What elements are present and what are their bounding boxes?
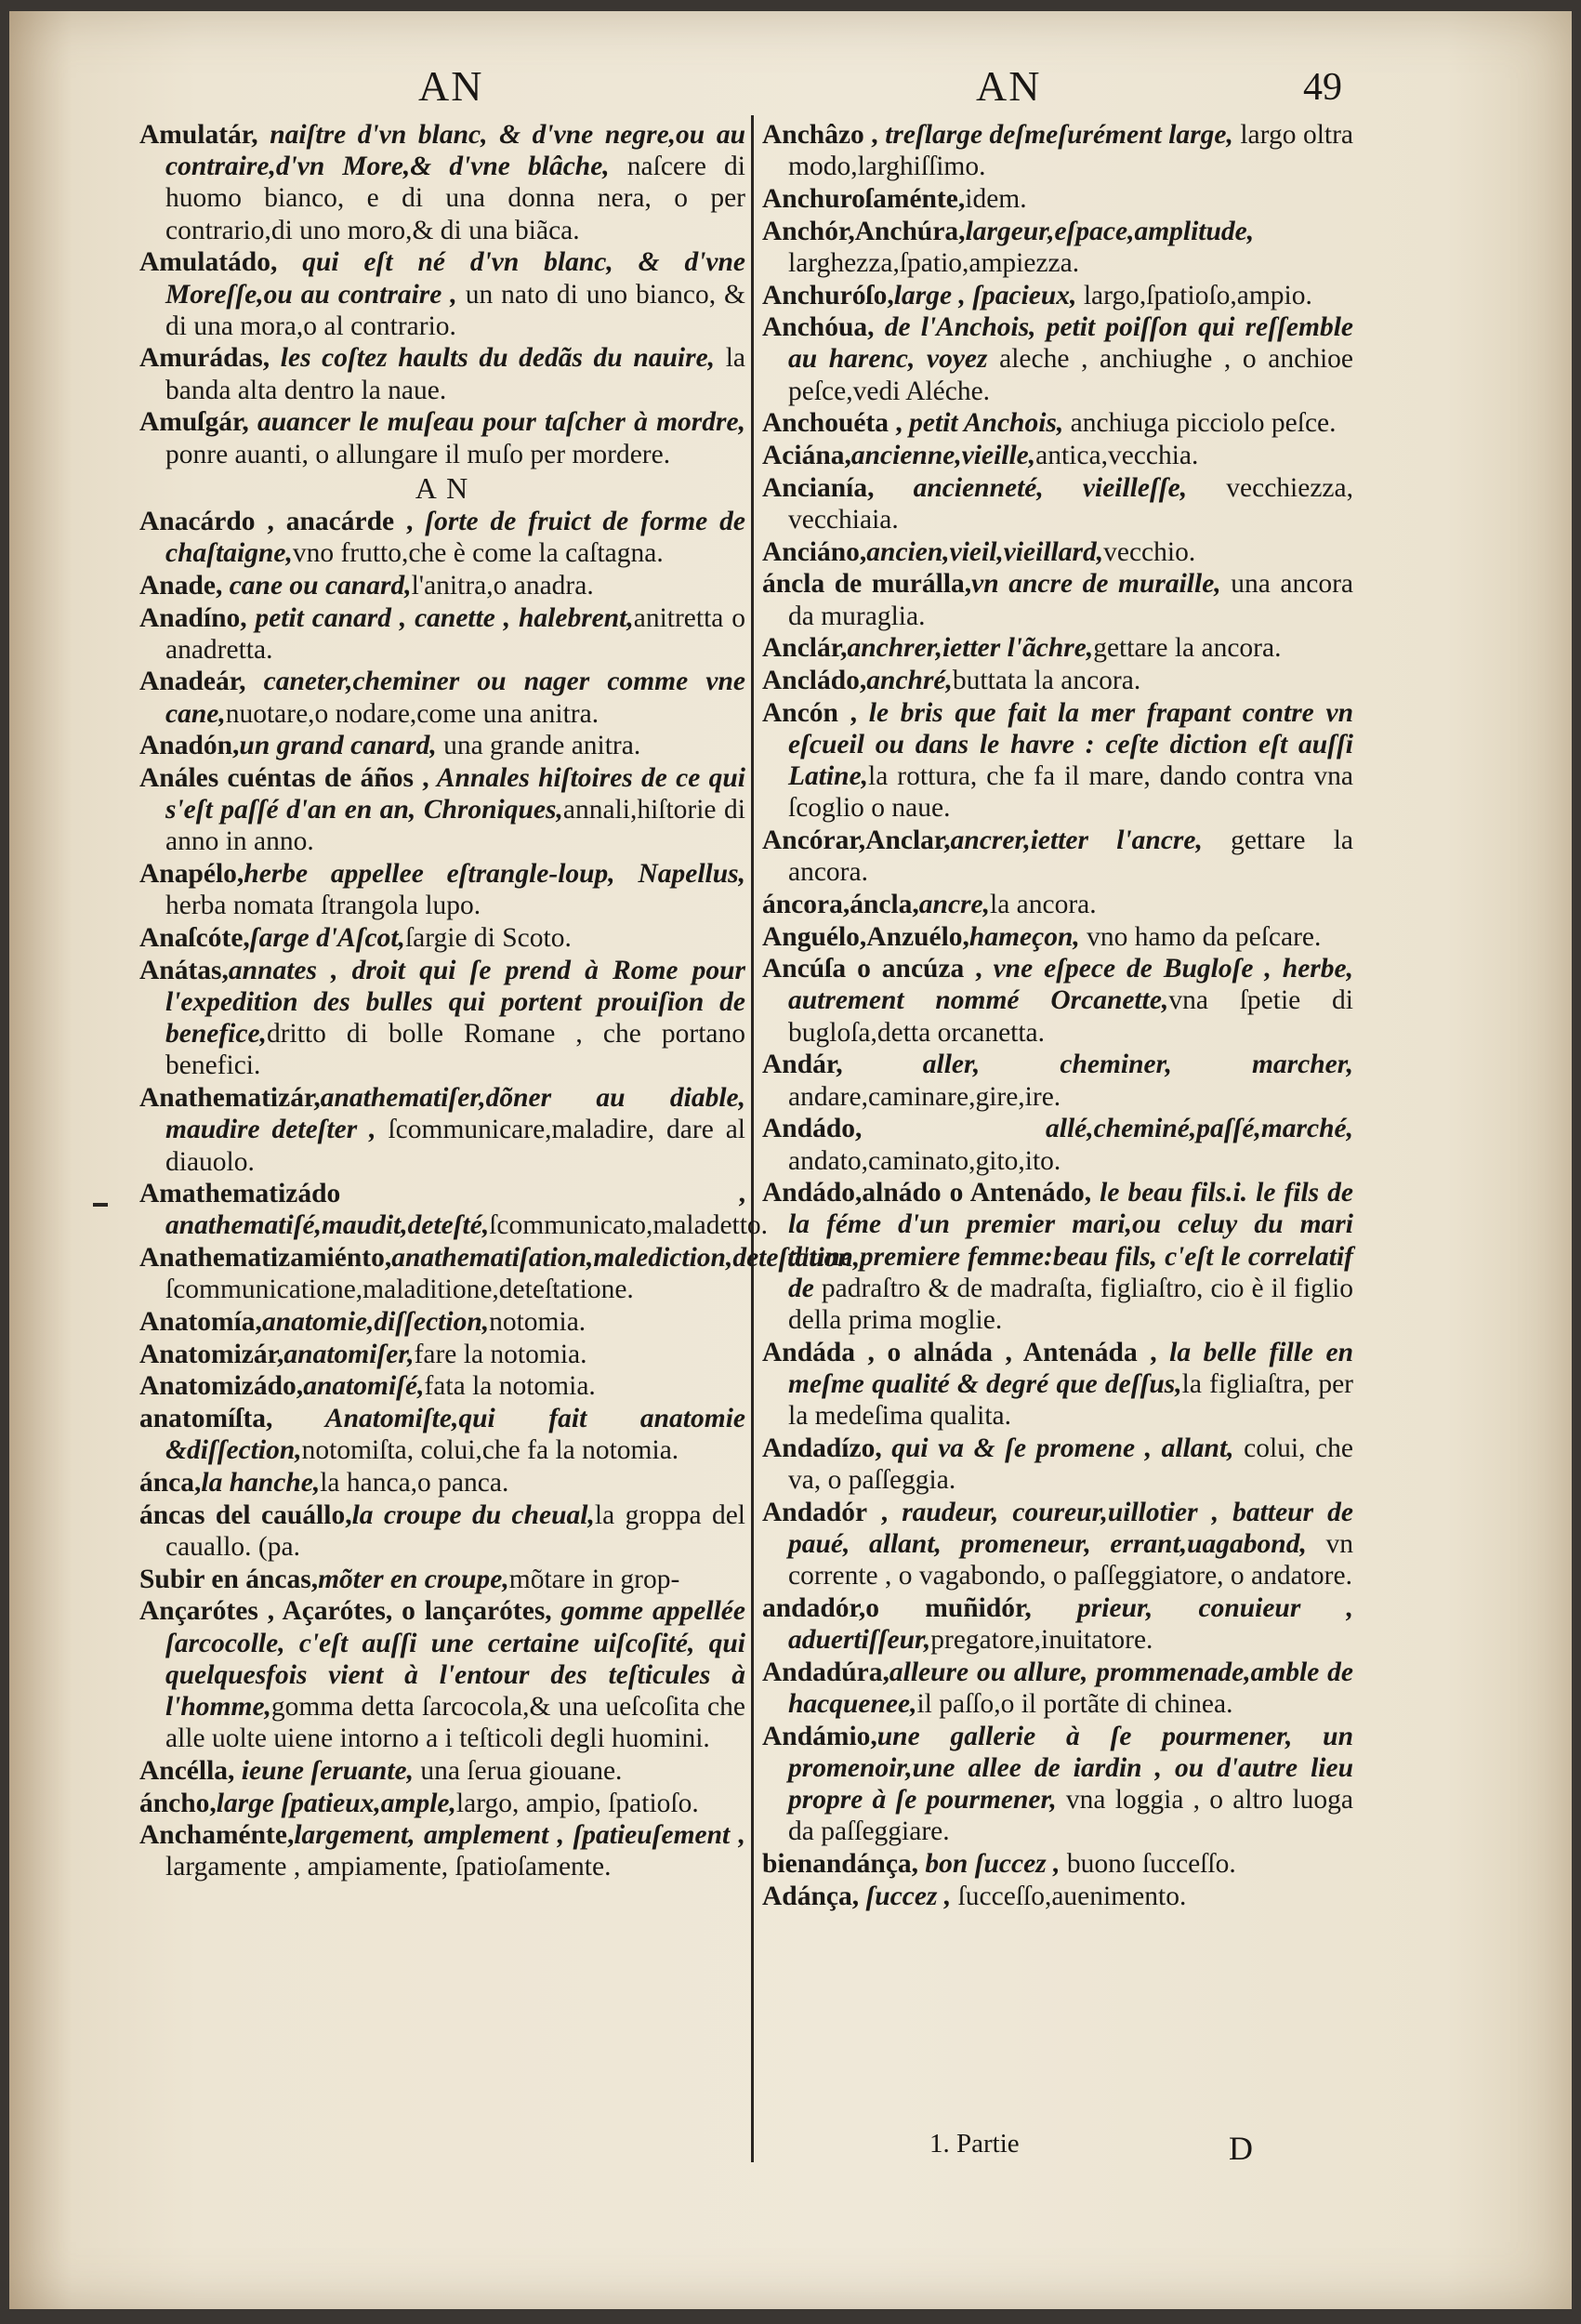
dictionary-entry [139,1370,745,1402]
dictionary-entry [139,1306,745,1338]
headword: Anatomizádo, [139,1371,304,1402]
dictionary-entry [139,1082,745,1178]
french-gloss: Anatomiſte,qui fait anatomie &diſſection, [165,1404,745,1466]
dictionary-entry [762,697,1353,825]
french-gloss: petit Anchois, [902,408,1064,439]
dictionary-entry [139,570,745,601]
headword: Anchór,Anchúra, [762,216,966,246]
headword: bienandánça, [762,1848,919,1879]
italian-gloss: gomma detta ſarcocola,& una ueſcoſita che alle uolte uiene intorno a i teſticoli degli huomini. [165,1691,745,1754]
french-gloss: ſorte de fruict de forme de chaſtaigne, [165,506,745,569]
dictionary-entry [762,1433,1353,1496]
french-gloss: prieur, conuieur , aduertiſſeur, [788,1592,1353,1656]
headword: áncho, [139,1788,217,1818]
dictionary-entry [139,1339,745,1370]
italian-gloss: andato,caminato,gito,ito. [788,1145,1061,1176]
italian-gloss: una ſerua giouane. [414,1755,623,1786]
section-heading: A N [415,470,470,505]
italian-gloss: andare,caminare,gire,ire. [788,1081,1061,1112]
french-gloss: gomme appellée ſarcocolle, c'eſt auſſi une certaine uiſcoſité, qui quelquesfois vient à l'entour des teſticules à l'homme, [165,1596,745,1722]
italian-gloss: antica,vecchia. [1035,441,1199,471]
french-gloss: treſlarge deſmeſurément large, [877,120,1233,150]
french-gloss: aller, cheminer, marcher, [842,1050,1353,1080]
french-gloss: large , ſpacieux, [893,280,1077,310]
french-gloss: ancre, [918,889,990,919]
italian-gloss: anchiuga picciolo peſce. [1063,408,1337,439]
headword: Ancórar,Anclar, [762,825,951,855]
french-gloss: auancer le muſeau pour taſcher à mordre, [248,407,745,438]
dictionary-entry [139,1499,745,1563]
italian-gloss: la hanca,o panca. [320,1468,509,1499]
dictionary-entry [139,1788,745,1819]
dictionary-entry [139,342,745,405]
italian-gloss: notomiſta, colui,che fa la notomia. [301,1435,679,1466]
french-gloss: annates , droit qui ſe prend à Rome pour l'expedition des bulles qui portent prouiſion de benefice, [165,955,745,1050]
dictionary-entry [139,1467,745,1499]
french-gloss: ancien,vieil,vieillard, [866,536,1104,567]
headword: Anadeár, [139,667,246,697]
italian-gloss: buono ſucceſſo. [1060,1848,1236,1879]
french-gloss: anathematiſation,malediction,deteſtation, [391,1243,861,1274]
headword: Anadón, [139,731,240,761]
french-gloss: la croupe du cheual, [351,1499,595,1530]
french-gloss: anatomiſer, [283,1339,415,1369]
italian-gloss: naſcere di huomo bianco, e di una donna nera, o per contrario,di uno moro,& di una biãca. [165,152,745,245]
french-gloss: herbe appellee eſtrangle-loup, Napellus, [244,859,745,890]
dictionary-entry [762,1177,1353,1336]
french-gloss: anatomie,diſſection, [261,1307,490,1338]
italian-gloss: pregatore,inuitatore. [930,1625,1153,1656]
french-gloss: les coſtez haults du dedãs du nauire, [270,343,716,374]
italian-gloss: ſcommunicato,maladetto. [489,1210,769,1241]
headword: ánca, [139,1468,202,1499]
french-gloss: une gallerie à ſe pourmener, un promenoir,une allee de iardin , ou d'autre lieu propre à ſe pourmener, [788,1721,1353,1816]
headword: Andámio, [762,1721,877,1751]
headword: Aciána, [762,441,851,471]
dictionary-entry [762,1848,1353,1880]
dictionary-entry [139,1403,745,1466]
italian-gloss: fata la notomia. [424,1371,596,1402]
italian-gloss: largo oltra modo,larghiſſimo. [788,120,1353,182]
french-gloss: allé,cheminé,paſſé,marché, [862,1114,1353,1144]
dictionary-entry [762,632,1353,664]
italian-gloss: anitretta o anadretta. [165,602,745,665]
italian-gloss: padraſtro & de madraſta, figliaſtro, cio è il figlio della prima moglie. [788,1273,1353,1336]
french-gloss: un grand canard, [239,731,437,761]
dictionary-entry [762,1497,1353,1592]
dictionary-entry [139,602,745,666]
italian-gloss: fare la notomia. [414,1339,587,1369]
italian-gloss: un nato di uno bianco, & di una mora,o al contrario. [165,279,745,341]
headword: Andár, [762,1050,843,1080]
italian-gloss: aleche , anchiughe , o anchioe peſce,vedi Aléche. [788,344,1353,406]
italian-gloss: largo, ampio, ſpatioſo. [455,1788,699,1818]
french-gloss: largement, amplement , ſpatieuſement , [294,1820,745,1851]
headword: Adánça, [762,1881,860,1911]
dictionary-entry [139,666,745,729]
headword: Anchóua, [762,312,875,343]
italian-gloss: vna loggia , o altro luoga da paſſeggiare. [788,1785,1353,1847]
french-gloss: raudeur, coureur,uillotier , batteur de paué, allant, promeneur, errant,uagabond, [788,1497,1353,1559]
headword: Anguélo,Anzuélo, [762,921,969,952]
french-gloss: petit canard , canette , halebrent, [246,602,634,633]
page-number: 49 [1303,66,1342,109]
italian-gloss: annali,hiſtorie di anno in anno. [165,795,745,857]
dictionary-entry [762,280,1353,311]
italian-gloss: vno frutto,che è come la caſtagna. [292,538,664,569]
dictionary-entry [139,406,745,469]
dictionary-entry [139,762,745,858]
headword: Amathematizádo , [139,1179,745,1209]
headword: Anchuroſaménte, [762,183,966,214]
headword: Anadíno, [139,602,247,633]
headword: Ancianía, [762,472,875,503]
headword: Anathematizamiénto, [139,1243,392,1274]
headword: Anciáno, [762,536,867,567]
headword: áncla de murálla, [762,569,972,600]
italian-gloss: vecchiezza, vecchiaia. [788,472,1353,535]
headword: Anade, [139,570,223,601]
french-gloss: naiſtre d'vn blanc, & d'vne negre,ou au contraire,d'vn More,& d'vne blâche, [165,120,745,182]
dictionary-entry [139,119,745,246]
italian-gloss: ſcommunicare,maladire, dare al diauolo. [165,1115,745,1177]
dictionary-entry [762,1881,1353,1912]
headword: Ançarótes , Açarótes, o lançarótes, [139,1596,552,1627]
dictionary-entry [762,440,1353,471]
italian-gloss: l'anitra,o anadra. [411,570,594,601]
dictionary-entry [139,1242,861,1305]
italian-gloss: una grande anitra. [436,731,641,761]
italian-gloss: una ancora da muraglia. [788,569,1353,631]
dictionary-entry [139,922,745,954]
column-rule [751,115,754,2162]
french-gloss: alleure ou allure, prommenade,amble de hacquenee, [788,1657,1353,1719]
dictionary-entry [762,921,1353,953]
french-gloss: le bris que fait la mer frapant contre vn eſcueil ou dans le havre : ceſte diction eſt auſſi Latine, [788,697,1353,792]
french-gloss: anathematiſé,maudit,deteſté, [165,1210,490,1241]
headword: áncas del cauállo, [139,1499,352,1530]
french-gloss: ſuccez , [859,1881,952,1911]
headword: Amulatár, [139,120,258,150]
italian-gloss: colui, che va, o paſſeggia. [788,1433,1353,1496]
italian-gloss: mõtare in grop- [508,1564,680,1594]
french-gloss: vn ancre de muraille, [971,569,1221,600]
signature-line: 1. Partie [929,2129,1020,2159]
french-gloss: la hanche, [201,1468,321,1499]
french-gloss: bon ſuccez , [918,1848,1061,1879]
dictionary-entry [139,246,745,342]
headword: Andáda , o alnáda , Antenáda , [762,1337,1157,1367]
italian-gloss: ponre auanti, o allungare il muſo per mordere. [165,439,671,469]
french-gloss: ieune ſeruante, [234,1755,414,1786]
italian-gloss: herba nomata ſtrangola lupo. [165,891,481,921]
dictionary-entry [139,955,745,1082]
dictionary-entry [762,825,1353,888]
italian-gloss: la groppa del cauallo. (pa. [165,1499,746,1562]
italian-gloss: la ancora. [990,889,1097,919]
french-gloss: anathematiſer,dõner au diable, maudire deteſter , [165,1083,745,1145]
dictionary-entry [762,1049,1353,1112]
dictionary-entry [139,1178,769,1241]
italian-gloss: vn corrente , o vagabondo, o paſſeggiatore, o andatore. [788,1528,1353,1591]
headword: Análes cuéntas de áños , [139,763,429,794]
headword: Anathematizár, [139,1083,321,1114]
dictionary-entry [762,216,1353,279]
dictionary-entry [762,1721,1353,1848]
italian-gloss: ſucceſſo,auenimento. [951,1881,1187,1911]
headword: Andadúra, [762,1657,889,1687]
headword: Anclár, [762,633,848,664]
french-gloss: large ſpatieux,ample, [216,1788,456,1818]
margin-mark [93,1203,108,1207]
italian-gloss: ſargie di Scoto. [404,923,572,954]
french-gloss: largeur,eſpace,amplitude, [965,216,1255,246]
french-gloss: de l'Anchois, petit poiſſon qui reſſemble au harenc, voyez [788,312,1353,375]
french-gloss: qui va & ſe promene , allant, [881,1433,1234,1463]
dictionary-entry [139,730,745,761]
headword: Anaſcóte, [139,923,250,954]
headword: Anacárdo , anacárde , [139,506,414,536]
headword: Ancélla, [139,1755,235,1786]
dictionary-entry [139,858,745,921]
headword: Anchaménte, [139,1820,295,1851]
french-gloss: hameçon, [968,921,1080,952]
headword: Subir en áncas, [139,1564,319,1594]
headword: Anapélo, [139,859,244,890]
headword: áncora,áncla, [762,889,919,919]
headword: Amurádas, [139,343,270,374]
french-gloss: anchrer,ietter l'ãchre, [847,633,1094,664]
french-gloss: caneter,cheminer ou nager comme vne cane, [165,667,745,729]
italian-gloss: vna ſpetie di bugloſa,detta orcanetta. [788,985,1353,1048]
headword: Amulatádo, [139,247,278,278]
dictionary-entry [762,536,1353,568]
french-gloss: mõter en croupe, [318,1564,509,1594]
italian-gloss: il paſſo,o il portãte di chinea. [916,1688,1233,1719]
headword: andadór,o muñidór, [762,1592,1032,1623]
french-gloss: ſarge d'Aſcot, [249,923,405,954]
dictionary-entry [762,472,1353,535]
dictionary-entry [762,1657,1353,1720]
headword: Anchuróſo, [762,280,894,310]
headword: Andádo, [762,1114,863,1144]
italian-gloss: gettare la ancora. [788,825,1353,888]
french-gloss: vne eſpece de Bugloſe , herbe, autrement nommé Orcanette, [788,954,1353,1016]
italian-gloss: buttata la ancora. [952,665,1141,695]
french-gloss: ancrer,ietter l'ancre, [950,825,1203,855]
headword: Anchouéta , [762,408,902,439]
dictionary-entry [762,889,1353,920]
dictionary-entry [762,953,1353,1049]
french-gloss: ancienneté, vieilleſſe, [874,472,1188,503]
headword: Anatomía, [139,1307,262,1338]
headword: Anatomizár, [139,1339,284,1369]
french-gloss: anchré, [866,665,953,695]
dictionary-entry [139,1564,745,1595]
headword: Andádo,alnádo o Antenádo, [762,1178,1092,1208]
italian-gloss: la figliaſtra, per la medeſima qualita. [788,1368,1353,1432]
right-column [762,119,1353,1912]
french-gloss: cane ou canard, [222,570,412,601]
dictionary-entry [139,1755,745,1787]
french-gloss: Annales hiſtoires de ce qui s'eſt paſſé d'an en an, Chroniques, [165,763,745,825]
headword: Anátas, [139,955,229,985]
french-gloss: la belle fille en meſme qualité & degré que deſſus, [788,1337,1353,1399]
headword: Amuſgár, [139,407,249,438]
dictionary-entry [762,311,1353,407]
french-gloss: le beau fils.i. le fils de la féme d'un premier mari,ou celuy du mari d'une premiere femme:beau fils, c'eſt le correlatif de [788,1178,1353,1303]
italian-gloss: vecchio. [1103,536,1196,567]
dictionary-entry [139,1595,745,1754]
italian-gloss: idem. [965,183,1027,214]
italian-gloss: la banda alta dentro la naue. [165,343,745,405]
dictionary-entry [762,119,1353,182]
french-gloss: qui eſt né d'vn blanc, & d'vne Moreſſe,ou au contraire , [165,247,745,310]
dictionary-entry [762,665,1353,696]
italian-gloss: largo,ſpatioſo,ampio. [1076,280,1312,310]
italian-gloss: nuotare,o nodare,come una anitra. [225,698,599,729]
dictionary-entry [762,1113,1353,1176]
headword: Andadízo, [762,1433,882,1463]
italian-gloss: dritto di bolle Romane , che portano benefici. [165,1019,745,1081]
dictionary-entry [762,1592,1353,1656]
dictionary-entry [762,1337,1353,1433]
running-head-right: AN [976,62,1042,110]
headword: Andadór , [762,1497,889,1527]
italian-gloss: largamente , ampiamente, ſpatioſamente. [165,1852,612,1882]
italian-gloss: ſcommunicatione,maladitione,deteſtatione. [165,1274,634,1305]
headword: Ancúſa o ancúza , [762,954,982,984]
dictionary-entry [762,407,1353,439]
headword: Anchâzo , [762,120,878,150]
french-gloss: ancienne,vieille, [850,441,1036,471]
running-head-left: AN [418,62,484,110]
sheet-mark: D [1229,2130,1253,2167]
italian-gloss: gettare la ancora. [1093,633,1282,664]
dictionary-entry [762,183,1353,215]
headword: anatomíſta, [139,1404,273,1434]
italian-gloss: la rottura, che fa il mare, dando contra vna ſcoglio o naue. [788,761,1353,824]
italian-gloss: larghezza,ſpatio,ampiezza. [788,247,1080,278]
dictionary-entry [762,568,1353,631]
headword: Ancón , [762,697,858,728]
french-gloss: anatomiſé, [303,1371,425,1402]
dictionary-entry [139,506,745,569]
italian-gloss: notomia. [489,1307,586,1338]
book-page [9,11,1572,2309]
italian-gloss: vno hamo da peſcare. [1079,921,1322,952]
dictionary-entry [139,1819,745,1882]
headword: Ancládo, [762,665,867,695]
